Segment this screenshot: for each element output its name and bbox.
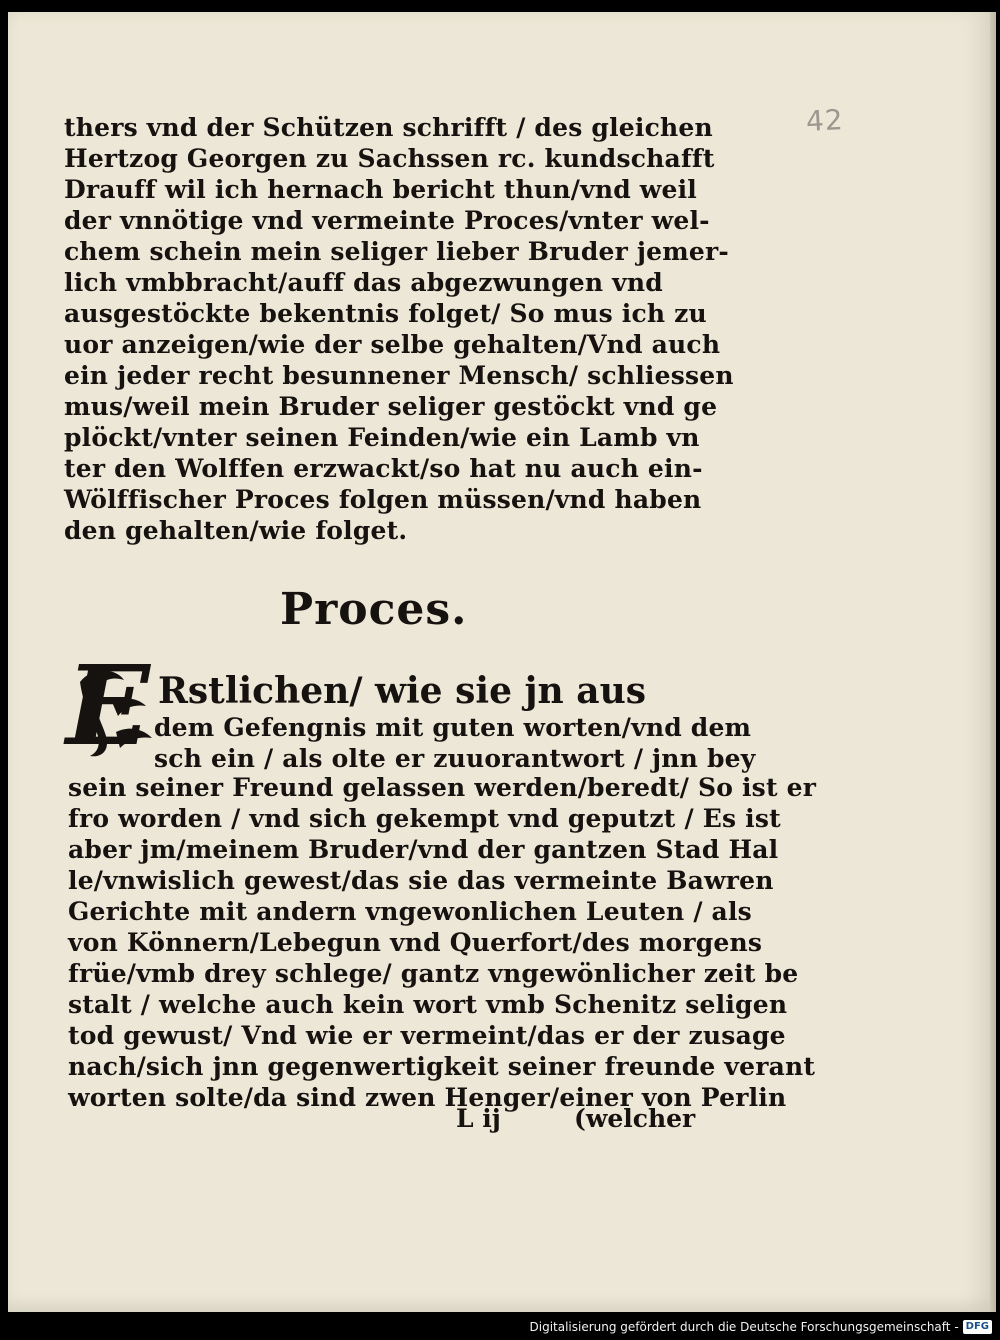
text-line: tod gewust/ Vnd wie er vermeint/das er der zusage bbox=[68, 1021, 786, 1050]
text-line: worten solte/da sind zwen Henger/einer von Perlin bbox=[68, 1083, 787, 1112]
text-line: aber jm/meinem Bruder/vnd der gantzen Stad Hal bbox=[68, 835, 779, 864]
text-line: Drauff wil ich hernach bericht thun/vnd weil bbox=[64, 175, 698, 204]
text-line: le/vnwislich gewest/das sie das vermeinte Bawren bbox=[68, 866, 774, 895]
text-line: Hertzog Georgen zu Sachssen rc. kundschafft bbox=[64, 144, 715, 173]
folio-number: 42 bbox=[805, 103, 845, 138]
page-edge bbox=[990, 12, 996, 1312]
text-line: fro worden / vnd sich gekempt vnd geputzt / Es ist bbox=[68, 804, 781, 833]
text-line: mus/weil mein Bruder seliger gestöckt vnd ge bbox=[64, 392, 718, 421]
indented-lines bbox=[154, 712, 756, 774]
decorated-initial: E bbox=[66, 641, 150, 770]
section-body bbox=[68, 772, 817, 1113]
digitization-credit bbox=[530, 1318, 993, 1336]
section-first-line: Rstlichen/ wie sie jn aus bbox=[158, 670, 647, 712]
text-line: ausgestöckte bekentnis folget/ So mus ich zu bbox=[64, 299, 707, 328]
text-line: sein seiner Freund gelassen werden/beredt/ So ist er bbox=[68, 773, 817, 802]
text-line: ein jeder recht besunnener Mensch/ schliessen bbox=[64, 361, 734, 390]
text-line: Gerichte mit andern vngewonlichen Leuten / als bbox=[68, 897, 752, 926]
signature-mark: L ij bbox=[456, 1104, 501, 1133]
text-line: ter den Wolffen erzwackt/so hat nu auch ein- bbox=[64, 454, 703, 483]
text-line: der vnnötige vnd vermeinte Proces/vnter wel- bbox=[64, 206, 710, 235]
page-foot bbox=[8, 1104, 990, 1136]
section-heading: Proces. bbox=[280, 584, 468, 635]
text-line: sch ein / als olte er zuuorantwort / jnn bey bbox=[154, 744, 756, 773]
text-line: uor anzeigen/wie der selbe gehalten/Vnd auch bbox=[64, 330, 721, 359]
text-line: chem schein mein seliger lieber Bruder jemer- bbox=[64, 237, 729, 266]
dfg-logo: DFG bbox=[963, 1320, 992, 1334]
paragraph-block bbox=[64, 112, 734, 546]
text-line: dem Gefengnis mit guten worten/vnd dem bbox=[154, 713, 752, 742]
catchword: (welcher bbox=[574, 1104, 696, 1133]
text-line: lich vmbbracht/auff das abgezwungen vnd bbox=[64, 268, 663, 297]
text-line: nach/sich jnn gegenwertigkeit seiner freunde verant bbox=[68, 1052, 816, 1081]
credit-text: Digitalisierung gefördert durch die Deutsche Forschungsgemeinschaft - bbox=[529, 1320, 959, 1334]
book-page bbox=[8, 12, 996, 1312]
text-line: thers vnd der Schützen schrifft / des gleichen bbox=[64, 113, 713, 142]
text-line: von Könnern/Lebegun vnd Querfort/des morgens bbox=[68, 928, 763, 957]
text-line: früe/vmb drey schlege/ gantz vngewönlicher zeit be bbox=[68, 959, 799, 988]
text-line: den gehalten/wie folget. bbox=[64, 516, 408, 545]
text-line: stalt / welche auch kein wort vmb Schenitz seligen bbox=[68, 990, 788, 1019]
text-line: Wölffischer Proces folgen müssen/vnd haben bbox=[64, 485, 702, 514]
text-line: plöckt/vnter seinen Feinden/wie ein Lamb vn bbox=[64, 423, 700, 452]
